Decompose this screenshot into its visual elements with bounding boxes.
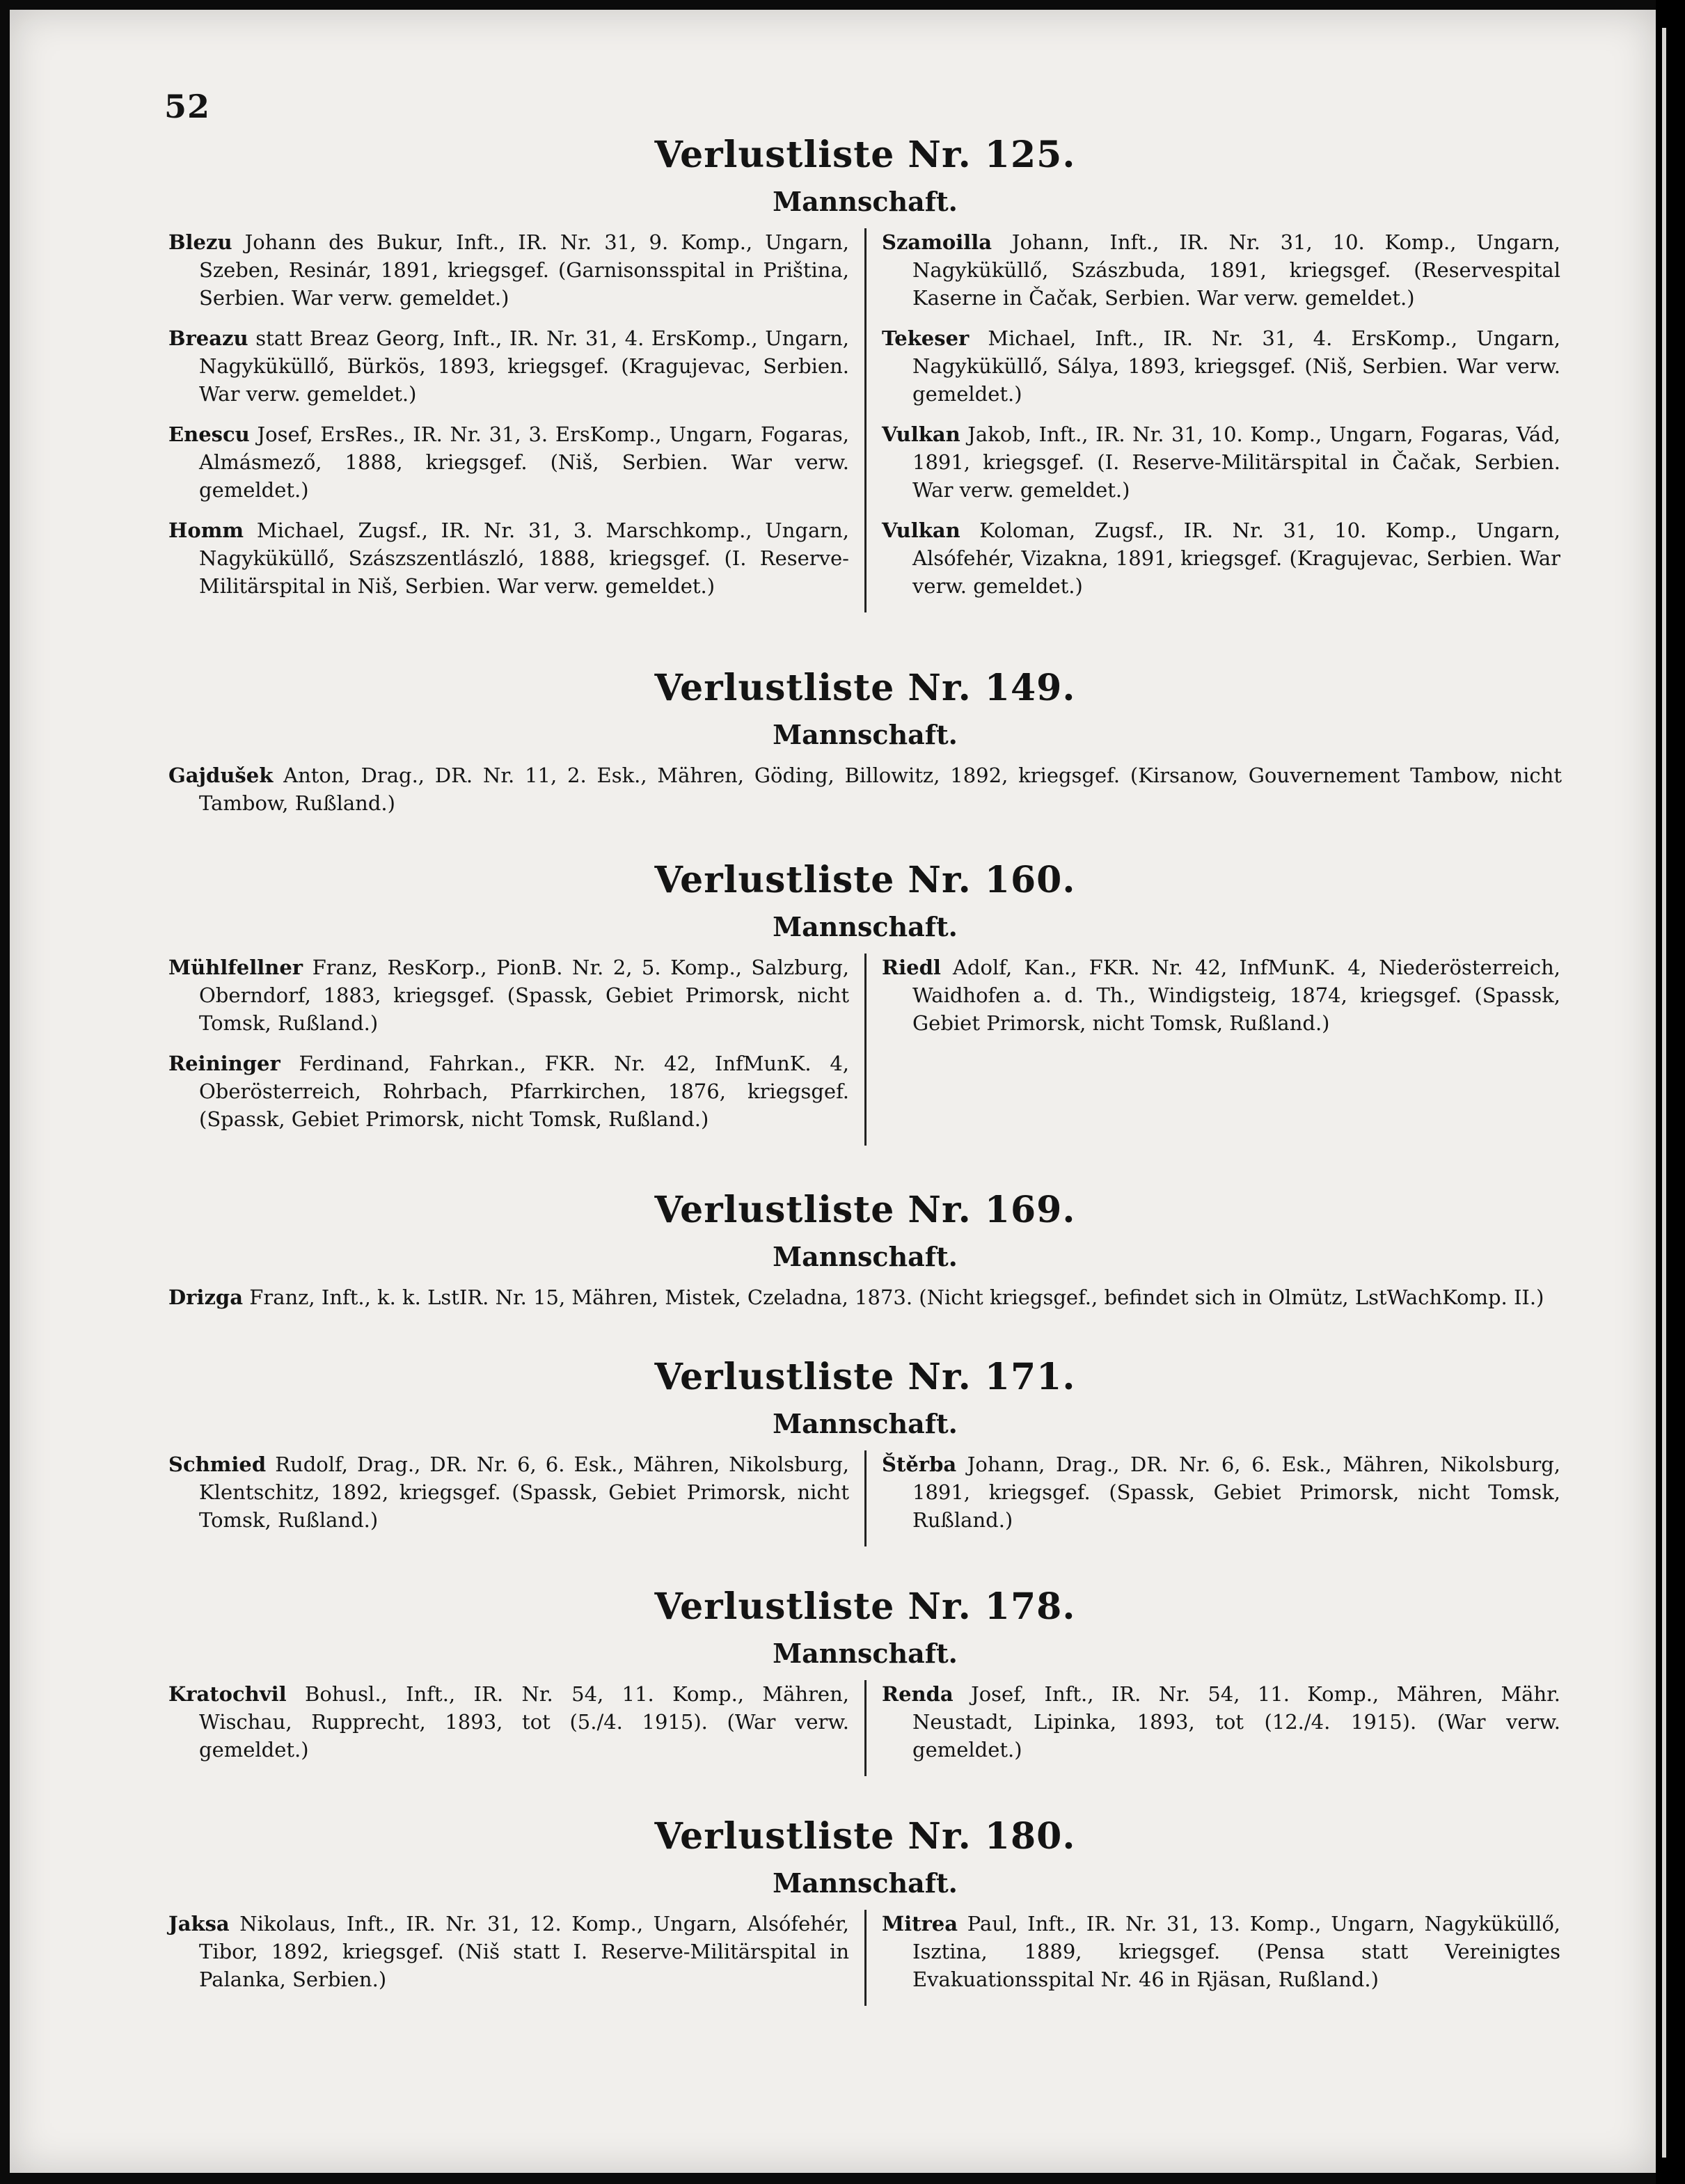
section-verlustliste-180 <box>168 1814 1562 2006</box>
section-verlustliste-169 <box>168 1187 1562 1311</box>
section-title: Verlustliste Nr. 178. <box>654 1585 1076 1628</box>
list-entry <box>168 761 1562 817</box>
left-column <box>168 1450 864 1546</box>
entry-text: Koloman, Zugsf., IR. Nr. 31, 10. Komp., Ungarn, Alsófehér, Vizakna, 1891, kriegsgef. (Kragujevac, Serbien. War verw. gemeldet.) <box>912 519 1561 598</box>
entry-name: Riedl <box>882 956 941 979</box>
section-verlustliste-178 <box>168 1584 1562 1776</box>
section-title: Verlustliste Nr. 169. <box>654 1189 1076 1231</box>
section-subtitle: Mannschaft. <box>773 1867 958 1899</box>
section-subtitle: Mannschaft. <box>773 1241 958 1272</box>
entry-name: Reininger <box>168 1052 280 1075</box>
entry-name: Drizga <box>168 1285 243 1309</box>
list-entry <box>882 420 1560 504</box>
two-column-list <box>168 953 1562 1146</box>
entry-name: Schmied <box>168 1453 267 1476</box>
list-entry <box>168 1050 849 1133</box>
section-title: Verlustliste Nr. 149. <box>654 667 1076 709</box>
section-title: Verlustliste Nr. 125. <box>654 134 1076 176</box>
list-entry <box>882 1680 1560 1764</box>
section-title: Verlustliste Nr. 180. <box>654 1815 1076 1858</box>
list-entry <box>168 1910 849 1993</box>
entry-text: Johann, Drag., DR. Nr. 6, 6. Esk., Mähren, Nikolsburg, 1891, kriegsgef. (Spassk, Gebiet Primorsk, nicht Tomsk, Rußland.) <box>912 1453 1561 1532</box>
list-entry <box>168 953 849 1037</box>
entry-text: Michael, Zugsf., IR. Nr. 31, 3. Marschkomp., Ungarn, Nagyküküllő, Szászszentlászló, 1888, kriegsgef. (I. Reserve-Militärspital in Niš, Serbien. War verw. gemeldet.) <box>199 519 850 598</box>
page-edge-line <box>1662 28 1666 2158</box>
left-column <box>168 228 864 612</box>
section-title: Verlustliste Nr. 160. <box>654 859 1076 901</box>
entry-name: Renda <box>882 1682 954 1706</box>
entry-name: Jaksa <box>168 1912 230 1936</box>
entry-text: Rudolf, Drag., DR. Nr. 6, 6. Esk., Mähren, Nikolsburg, Klentschitz, 1892, kriegsgef. (Spassk, Gebiet Primorsk, nicht Tomsk, Rußland.) <box>199 1453 849 1532</box>
list-entry <box>168 516 849 600</box>
entry-text: Josef, ErsRes., IR. Nr. 31, 3. ErsKomp., Ungarn, Fogaras, Almásmező, 1888, kriegsgef. (Niš, Serbien. War verw. gemeldet.) <box>199 422 849 502</box>
list-entry <box>882 516 1560 600</box>
list-entry <box>168 1450 849 1534</box>
entry-name: Gajdušek <box>168 763 274 787</box>
list-entry <box>168 324 849 408</box>
two-column-list <box>168 1450 1562 1546</box>
entry-name: Vulkan <box>882 519 960 542</box>
left-column <box>168 1680 864 1776</box>
section-verlustliste-125 <box>168 132 1562 612</box>
section-subtitle: Mannschaft. <box>773 186 958 217</box>
entry-text: Bohusl., Inft., IR. Nr. 54, 11. Komp., Mähren, Wischau, Rupprecht, 1893, tot (5./4. 1915). (War verw. gemeldet.) <box>199 1682 849 1762</box>
list-entry <box>168 228 849 312</box>
page-content <box>168 132 1562 2006</box>
entry-text: Franz, Inft., k. k. LstIR. Nr. 15, Mähren, Mistek, Czeladna, 1873. (Nicht kriegsgef., befindet sich in Olmütz, LstWachKomp. II.) <box>249 1285 1544 1309</box>
entry-text: Paul, Inft., IR. Nr. 31, 13. Komp., Ungarn, Nagyküküllő, Isztina, 1889, kriegsgef. (Pensa statt Vereinigtes Evakuationsspital Nr. 46 in Rjäsan, Rußland.) <box>912 1912 1561 1991</box>
section-subtitle: Mannschaft. <box>773 1408 958 1439</box>
right-column <box>864 953 1560 1146</box>
full-width-list <box>168 1283 1562 1311</box>
right-column <box>864 1450 1560 1546</box>
entry-text: Nikolaus, Inft., IR. Nr. 31, 12. Komp., Ungarn, Alsófehér, Tibor, 1892, kriegsgef. (Niš statt I. Reserve-Militärspital in Palanka, Serbien.) <box>199 1912 849 1991</box>
section-verlustliste-160 <box>168 857 1562 1146</box>
section-verlustliste-149 <box>168 665 1562 817</box>
right-column <box>864 228 1560 612</box>
entry-name: Szamoilla <box>882 230 992 254</box>
section-subtitle: Mannschaft. <box>773 911 958 942</box>
entry-text: Jakob, Inft., IR. Nr. 31, 10. Komp., Ungarn, Fogaras, Vád, 1891, kriegsgef. (I. Reserve-Militärspital in Čačak, Serbien. War verw. gemeldet.) <box>912 422 1561 502</box>
entry-text: Josef, Inft., IR. Nr. 54, 11. Komp., Mähren, Mähr. Neustadt, Lipinka, 1893, tot (12./4. 1915). (War verw. gemeldet.) <box>912 1682 1561 1762</box>
entry-name: Enescu <box>168 422 250 446</box>
list-entry <box>882 1910 1560 1993</box>
entry-text: Johann des Bukur, Inft., IR. Nr. 31, 9. Komp., Ungarn, Szeben, Resinár, 1891, kriegsgef. (Garnisonsspital in Priština, Serbien. War verw. gemeldet.) <box>199 230 849 310</box>
two-column-list <box>168 1680 1562 1776</box>
section-verlustliste-171 <box>168 1354 1562 1546</box>
page-number: 52 <box>164 88 211 125</box>
entry-name: Mitrea <box>882 1912 958 1936</box>
entry-name: Blezu <box>168 230 232 254</box>
section-title: Verlustliste Nr. 171. <box>654 1356 1076 1398</box>
list-entry <box>882 228 1560 312</box>
list-entry <box>882 1450 1560 1534</box>
left-column <box>168 1910 864 2006</box>
two-column-list <box>168 1910 1562 2006</box>
right-column <box>864 1910 1560 2006</box>
entry-text: Michael, Inft., IR. Nr. 31, 4. ErsKomp., Ungarn, Nagyküküllő, Sálya, 1893, kriegsgef. (Niš, Serbien. War verw. gemeldet.) <box>912 326 1561 406</box>
left-column <box>168 953 864 1146</box>
entry-text: Ferdinand, Fahrkan., FKR. Nr. 42, InfMunK. 4, Oberösterreich, Rohrbach, Pfarrkirchen, 1876, kriegsgef. (Spassk, Gebiet Primorsk, nicht Tomsk, Rußland.) <box>199 1052 850 1131</box>
entry-text: Anton, Drag., DR. Nr. 11, 2. Esk., Mähren, Göding, Billowitz, 1892, kriegsgef. (Kirsanow, Gouvernement Tambow, nicht Tambow, Rußland.) <box>199 763 1562 815</box>
entry-name: Tekeser <box>882 326 970 350</box>
entry-name: Homm <box>168 519 244 542</box>
entry-name: Mühlfellner <box>168 956 303 979</box>
list-entry <box>168 420 849 504</box>
section-subtitle: Mannschaft. <box>773 1638 958 1669</box>
two-column-list <box>168 228 1562 612</box>
entry-text: Franz, ResKorp., PionB. Nr. 2, 5. Komp., Salzburg, Oberndorf, 1883, kriegsgef. (Spassk, Gebiet Primorsk, nicht Tomsk, Rußland.) <box>199 956 850 1035</box>
list-entry <box>882 324 1560 408</box>
full-width-list <box>168 761 1562 817</box>
entry-name: Štěrba <box>882 1453 957 1476</box>
book-spine-edge <box>1656 0 1685 2184</box>
list-entry <box>168 1680 849 1764</box>
entry-name: Kratochvil <box>168 1682 287 1706</box>
entry-text: Johann, Inft., IR. Nr. 31, 10. Komp., Ungarn, Nagyküküllő, Szászbuda, 1891, kriegsgef. (Reservespital Kaserne in Čačak, Serbien. War verw. gemeldet.) <box>912 230 1560 310</box>
entry-text: Adolf, Kan., FKR. Nr. 42, InfMunK. 4, Niederösterreich, Waidhofen a. d. Th., Windigsteig, 1874, kriegsgef. (Spassk, Gebiet Primorsk, nicht Tomsk, Rußland.) <box>912 956 1561 1035</box>
section-subtitle: Mannschaft. <box>773 719 958 750</box>
document-page <box>10 10 1656 2173</box>
right-column <box>864 1680 1560 1776</box>
list-entry <box>168 1283 1562 1311</box>
entry-text: statt Breaz Georg, Inft., IR. Nr. 31, 4. ErsKomp., Ungarn, Nagyküküllő, Bürkös, 1893, kriegsgef. (Kragujevac, Serbien. War verw. gemeldet.) <box>199 326 849 406</box>
entry-name: Vulkan <box>882 422 960 446</box>
entry-name: Breazu <box>168 326 248 350</box>
list-entry <box>882 953 1560 1037</box>
